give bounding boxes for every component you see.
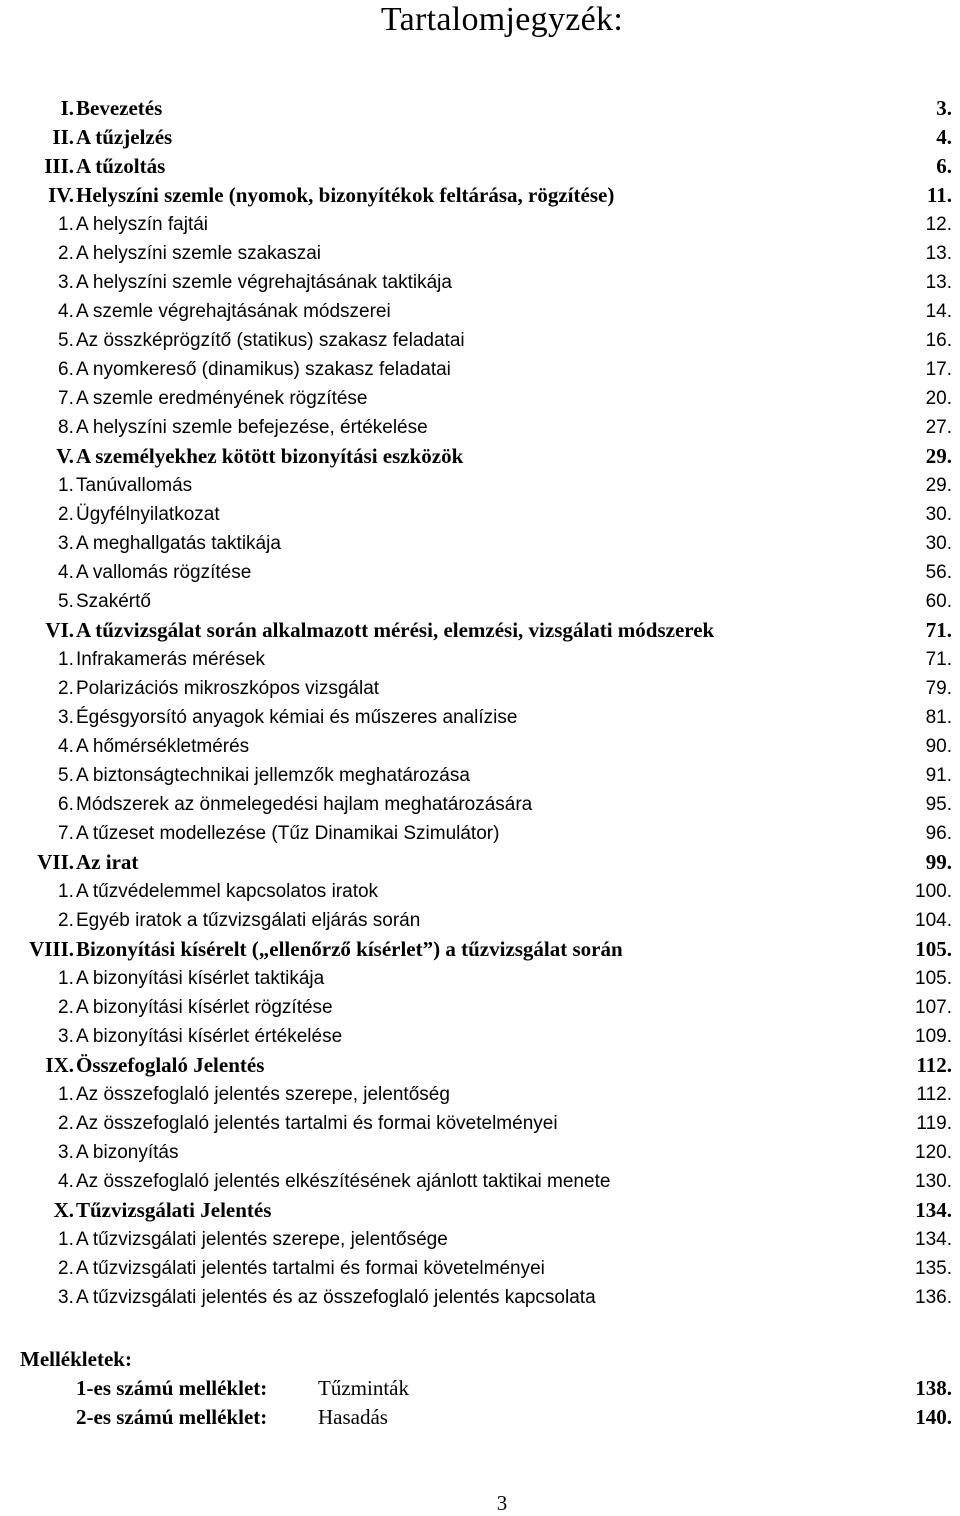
toc-chapter-number: VII. (37, 850, 74, 874)
toc-subsection-number: 7. (58, 388, 74, 409)
toc-entry-page: 134. (915, 1229, 952, 1250)
toc-entry-label: A tűzoltás (76, 154, 166, 178)
toc-entry-page: 56. (925, 562, 952, 583)
toc-subsection-row[interactable] (0, 239, 960, 268)
appendix-heading: Mellékletek: (20, 1347, 132, 1371)
toc-entry-label: A helyszíni szemle végrehajtásának taktikája (76, 272, 452, 293)
toc-subsection-number: 3. (58, 1142, 74, 1163)
toc-entry-label: A nyomkereső (dinamikus) szakasz feladatai (76, 359, 451, 380)
toc-entry-label: Az összefoglaló jelentés szerepe, jelentőség (76, 1084, 450, 1105)
toc-subsection-row[interactable] (0, 471, 960, 500)
appendix-item-page: 140. (915, 1405, 952, 1429)
toc-entry-page: 30. (925, 504, 952, 525)
toc-entry-page: 17. (925, 359, 952, 380)
toc-entry-page: 29. (925, 444, 952, 468)
toc-subsection-row[interactable] (0, 384, 960, 413)
toc-chapter-number: IV. (48, 183, 74, 207)
toc-entry-page: 130. (915, 1171, 952, 1192)
toc-entry-page: 11. (926, 183, 952, 207)
toc-subsection-row[interactable] (0, 1283, 960, 1312)
toc-subsection-row[interactable] (0, 529, 960, 558)
toc-subsection-row[interactable] (0, 1138, 960, 1167)
toc-entry-page: 95. (925, 794, 952, 815)
appendix-item-key: 2-es számú melléklet: (76, 1405, 268, 1429)
toc-entry-page: 20. (925, 388, 952, 409)
toc-entry-label: A hőmérsékletmérés (76, 736, 250, 757)
toc-subsection-number: 1. (58, 475, 74, 496)
toc-entry-label: Módszerek az önmelegedési hajlam meghatározására (76, 794, 533, 815)
appendix-item[interactable] (0, 1374, 960, 1403)
toc-entry-label: Tűzvizsgálati Jelentés (76, 1198, 272, 1222)
toc-subsection-row[interactable] (0, 297, 960, 326)
toc-subsection-row[interactable] (0, 906, 960, 935)
page-title: Tartalomjegyzék: (380, 1, 624, 38)
toc-subsection-number: 4. (58, 301, 74, 322)
toc-entry-label: Az irat (76, 850, 139, 874)
toc-subsection-number: 4. (58, 562, 74, 583)
toc-chapter-number: IX. (45, 1053, 74, 1077)
toc-chapter-row[interactable] (0, 1196, 960, 1225)
toc-entry-label: A tűzvédelemmel kapcsolatos iratok (76, 881, 379, 902)
toc-chapter-row[interactable] (0, 94, 960, 123)
toc-subsection-row[interactable] (0, 964, 960, 993)
toc-subsection-number: 2. (58, 1258, 74, 1279)
toc-chapter-row[interactable] (0, 935, 960, 964)
toc-entry-label: A vallomás rögzítése (76, 562, 252, 583)
toc-chapter-number: III. (44, 154, 74, 178)
toc-chapter-number: V. (56, 444, 74, 468)
toc-entry-label: Az összefoglaló jelentés elkészítésének ajánlott taktikai menete (76, 1171, 611, 1192)
toc-entry-page: 60. (925, 591, 952, 612)
appendix-section (0, 1345, 960, 1432)
toc-entry-page: 91. (925, 765, 952, 786)
toc-entry-page: 16. (925, 330, 952, 351)
toc-entry-page: 13. (925, 272, 952, 293)
toc-entry-label: A tűzeset modellezése (Tűz Dinamikai Szimulátor) (76, 823, 500, 844)
toc-entry-label: Égésgyorsító anyagok kémiai és műszeres analízise (76, 707, 518, 728)
toc-subsection-number: 6. (58, 359, 74, 380)
toc-entry-page: 112. (916, 1084, 952, 1105)
toc-subsection-row[interactable] (0, 1254, 960, 1283)
toc-subsection-row[interactable] (0, 355, 960, 384)
appendix-item-page: 138. (915, 1376, 952, 1400)
toc-subsection-number: 1. (58, 881, 74, 902)
toc-entry-page: 96. (925, 823, 952, 844)
appendix-item-value: Tűzminták (318, 1376, 409, 1400)
toc-chapter-row[interactable] (0, 442, 960, 471)
toc-subsection-row[interactable] (0, 674, 960, 703)
toc-chapter-number: II. (52, 125, 74, 149)
toc-entry-label: A bizonyítási kísérlet rögzítése (76, 997, 333, 1018)
page-number: 3 (496, 1491, 508, 1515)
toc-subsection-number: 1. (58, 214, 74, 235)
toc-subsection-number: 6. (58, 794, 74, 815)
toc-entry-label: Tanúvallomás (76, 475, 193, 496)
toc-entry-label: A meghallgatás taktikája (76, 533, 281, 554)
toc-subsection-row[interactable] (0, 210, 960, 239)
toc-subsection-row[interactable] (0, 1080, 960, 1109)
toc-entry-page: 99. (925, 850, 952, 874)
toc-subsection-number: 4. (58, 736, 74, 757)
toc-subsection-number: 2. (58, 678, 74, 699)
toc-entry-label: Egyéb iratok a tűzvizsgálati eljárás során (76, 910, 421, 931)
toc-chapter-row[interactable] (0, 848, 960, 877)
toc-chapter-row[interactable] (0, 1051, 960, 1080)
appendix-heading-row (0, 1345, 960, 1374)
toc-entry-page: 13. (925, 243, 952, 264)
toc-entry-page: 134. (915, 1198, 952, 1222)
toc-entry-label: Az összképrögzítő (statikus) szakasz feladatai (76, 330, 465, 351)
toc-entry-page: 30. (925, 533, 952, 554)
toc-entry-label: A tűzvizsgálati jelentés tartalmi és formai követelményei (76, 1258, 545, 1279)
toc-subsection-number: 3. (58, 1287, 74, 1308)
toc-chapter-number: X. (53, 1198, 74, 1222)
toc-entry-label: A helyszíni szemle befejezése, értékelése (76, 417, 428, 438)
toc-entry-label: Szakértő (76, 591, 151, 612)
toc-entry-page: 27. (925, 417, 952, 438)
toc-subsection-row[interactable] (0, 703, 960, 732)
toc-entry-page: 71. (925, 649, 952, 670)
toc-chapter-number: VI. (45, 618, 74, 642)
toc-subsection-row[interactable] (0, 1167, 960, 1196)
toc-entry-label: A biztonságtechnikai jellemzők meghatározása (76, 765, 470, 786)
toc-entry-label: A helyszíni szemle szakaszai (76, 243, 321, 264)
toc-subsection-number: 2. (58, 243, 74, 264)
toc-subsection-number: 2. (58, 504, 74, 525)
toc-subsection-row[interactable] (0, 1022, 960, 1051)
toc-entry-label: Infrakamerás mérések (76, 649, 266, 670)
toc-entry-label: A bizonyítási kísérlet taktikája (76, 968, 325, 989)
toc-entry-label: Helyszíni szemle (nyomok, bizonyítékok feltárása, rögzítése) (76, 183, 615, 207)
toc-subsection-row[interactable] (0, 790, 960, 819)
toc-entry-page: 79. (925, 678, 952, 699)
toc-entry-label: A tűzvizsgálat során alkalmazott mérési, elemzési, vizsgálati módszerek (76, 618, 715, 642)
toc-subsection-number: 8. (58, 417, 74, 438)
toc-subsection-number: 7. (58, 823, 74, 844)
toc-entry-label: Bizonyítási kísérelt („ellenőrző kísérlet”) a tűzvizsgálat során (76, 937, 623, 961)
toc-subsection-number: 3. (58, 533, 74, 554)
toc-subsection-row[interactable] (0, 1225, 960, 1254)
toc-entry-page: 100. (915, 881, 952, 902)
toc-entry-page: 14. (925, 301, 952, 322)
toc-subsection-row[interactable] (0, 500, 960, 529)
toc-entry-page: 112. (916, 1053, 952, 1077)
toc-chapter-row[interactable] (0, 181, 960, 210)
table-of-contents (0, 94, 960, 1312)
toc-entry-label: A tűzvizsgálati jelentés és az összefoglaló jelentés kapcsolata (76, 1287, 596, 1308)
toc-entry-label: A tűzjelzés (76, 125, 173, 149)
toc-subsection-number: 1. (58, 1084, 74, 1105)
toc-subsection-number: 1. (58, 649, 74, 670)
toc-entry-label: Polarizációs mikroszkópos vizsgálat (76, 678, 380, 699)
toc-entry-label: A tűzvizsgálati jelentés szerepe, jelentősége (76, 1229, 448, 1250)
appendix-item[interactable] (0, 1403, 960, 1432)
toc-entry-page: 105. (915, 968, 952, 989)
toc-chapter-row[interactable] (0, 616, 960, 645)
toc-subsection-row[interactable] (0, 587, 960, 616)
toc-entry-page: 104. (915, 910, 952, 931)
toc-entry-page: 105. (915, 937, 952, 961)
toc-chapter-number: I. (60, 96, 74, 120)
toc-subsection-row[interactable] (0, 326, 960, 355)
toc-chapter-row[interactable] (0, 152, 960, 181)
toc-subsection-row[interactable] (0, 877, 960, 906)
toc-entry-label: A bizonyítás (76, 1142, 179, 1163)
toc-entry-label: Ügyfélnyilatkozat (76, 504, 220, 525)
toc-entry-page: 120. (915, 1142, 952, 1163)
toc-subsection-row[interactable] (0, 268, 960, 297)
toc-subsection-row[interactable] (0, 819, 960, 848)
toc-entry-label: A helyszín fajtái (76, 214, 209, 235)
toc-subsection-row[interactable] (0, 558, 960, 587)
toc-entry-page: 12. (925, 214, 952, 235)
toc-entry-label: Összefoglaló Jelentés (76, 1053, 265, 1077)
toc-subsection-number: 2. (58, 1113, 74, 1134)
toc-subsection-number: 2. (58, 997, 74, 1018)
toc-entry-label: A szemle végrehajtásának módszerei (76, 301, 391, 322)
toc-subsection-number: 5. (58, 330, 74, 351)
toc-subsection-number: 1. (58, 968, 74, 989)
toc-subsection-number: 3. (58, 1026, 74, 1047)
toc-entry-page: 119. (916, 1113, 952, 1134)
toc-subsection-row[interactable] (0, 413, 960, 442)
toc-entry-page: 81. (925, 707, 952, 728)
toc-subsection-row[interactable] (0, 645, 960, 674)
toc-entry-label: A bizonyítási kísérlet értékelése (76, 1026, 343, 1047)
toc-entry-page: 135. (915, 1258, 952, 1279)
toc-subsection-number: 1. (58, 1229, 74, 1250)
toc-subsection-row[interactable] (0, 1109, 960, 1138)
toc-entry-page: 6. (936, 154, 952, 178)
appendix-item-value: Hasadás (318, 1405, 388, 1429)
toc-subsection-number: 4. (58, 1171, 74, 1192)
toc-subsection-number: 3. (58, 707, 74, 728)
toc-entry-page: 3. (936, 96, 952, 120)
toc-subsection-number: 3. (58, 272, 74, 293)
toc-entry-label: A szemle eredményének rögzítése (76, 388, 368, 409)
toc-subsection-row[interactable] (0, 761, 960, 790)
toc-entry-page: 90. (925, 736, 952, 757)
toc-entry-label: Az összefoglaló jelentés tartalmi és formai követelményei (76, 1113, 558, 1134)
toc-subsection-row[interactable] (0, 732, 960, 761)
toc-entry-page: 136. (915, 1287, 952, 1308)
toc-entry-page: 4. (936, 125, 952, 149)
toc-chapter-row[interactable] (0, 123, 960, 152)
toc-subsection-number: 5. (58, 591, 74, 612)
toc-entry-page: 29. (925, 475, 952, 496)
toc-entry-page: 71. (925, 618, 952, 642)
toc-entry-label: A személyekhez kötött bizonyítási eszközök (76, 444, 464, 468)
toc-entry-page: 107. (915, 997, 952, 1018)
toc-subsection-number: 2. (58, 910, 74, 931)
toc-entry-label: Bevezetés (76, 96, 163, 120)
toc-chapter-number: VIII. (29, 937, 74, 961)
toc-subsection-number: 5. (58, 765, 74, 786)
appendix-item-key: 1-es számú melléklet: (76, 1376, 268, 1400)
toc-subsection-row[interactable] (0, 993, 960, 1022)
toc-entry-page: 109. (915, 1026, 952, 1047)
